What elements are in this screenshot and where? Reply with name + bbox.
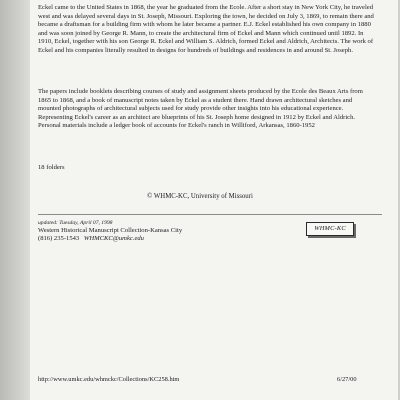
whmc-logo-button[interactable]: WHMC-KC bbox=[306, 222, 354, 236]
scope-paragraph: The papers include booklets describing courses of study and assignment sheets produced by the Ecole des Beaux Arts from 1865 to 1868, and a book of manuscript notes taken by Eckel as a student there. Hand drawn architectural sketches and mounted photographs of architectural subjects used for study provide other insights into his educational experience. Representing Eckel's career as an architect are blueprints of his St. Joseph home designed in 1912 by Eckel and Aldrich. Personal materials include a ledger book of accounts for Eckel's ranch in Williford, Arkansas, 1860-1952 bbox=[38, 88, 363, 129]
email-link[interactable]: WHMCKC@umkc.edu bbox=[83, 235, 144, 242]
print-date: 6/27/00 bbox=[337, 376, 357, 383]
extent-text: 18 folders bbox=[38, 164, 65, 171]
phone-number: (816) 235-1543 bbox=[38, 235, 80, 242]
collection-name: Western Historical Manuscript Collection-Kansas City bbox=[38, 227, 183, 234]
biography-paragraph: Eckel came to the United States in 1868, the year he graduated from the Ecole. After a short stay in New York City, he traveled west and was delayed several days in St. Joseph, Missouri. Exploring the town, he decided on July 3, 1869, to remain there and became a draftsman for a building firm with whom he later became a partner. E.J. Eckel established his own company in 1880 and was soon joined by George R. Mann, to create the architectural firm of Eckel and Mann which continued until 1892. In 1910, Eckel, together with his son George R. Eckel and William S. Aldrich, formed Eckel and Aldrich, Architects. The work of Eckel and his companies literally resulted in designs for hundreds of buildings and residences in and around St. Joseph. bbox=[38, 4, 374, 54]
updated-date: updated: Tuesday, April 07, 1998 bbox=[38, 220, 113, 226]
printed-page-url: http://www.umkc.edu/whmckc/Collections/KC258.htm bbox=[38, 376, 180, 383]
footer-divider bbox=[38, 214, 382, 215]
copyright-line: © WHMC-KC, University of Missouri bbox=[147, 193, 253, 200]
contact-line bbox=[38, 235, 144, 243]
